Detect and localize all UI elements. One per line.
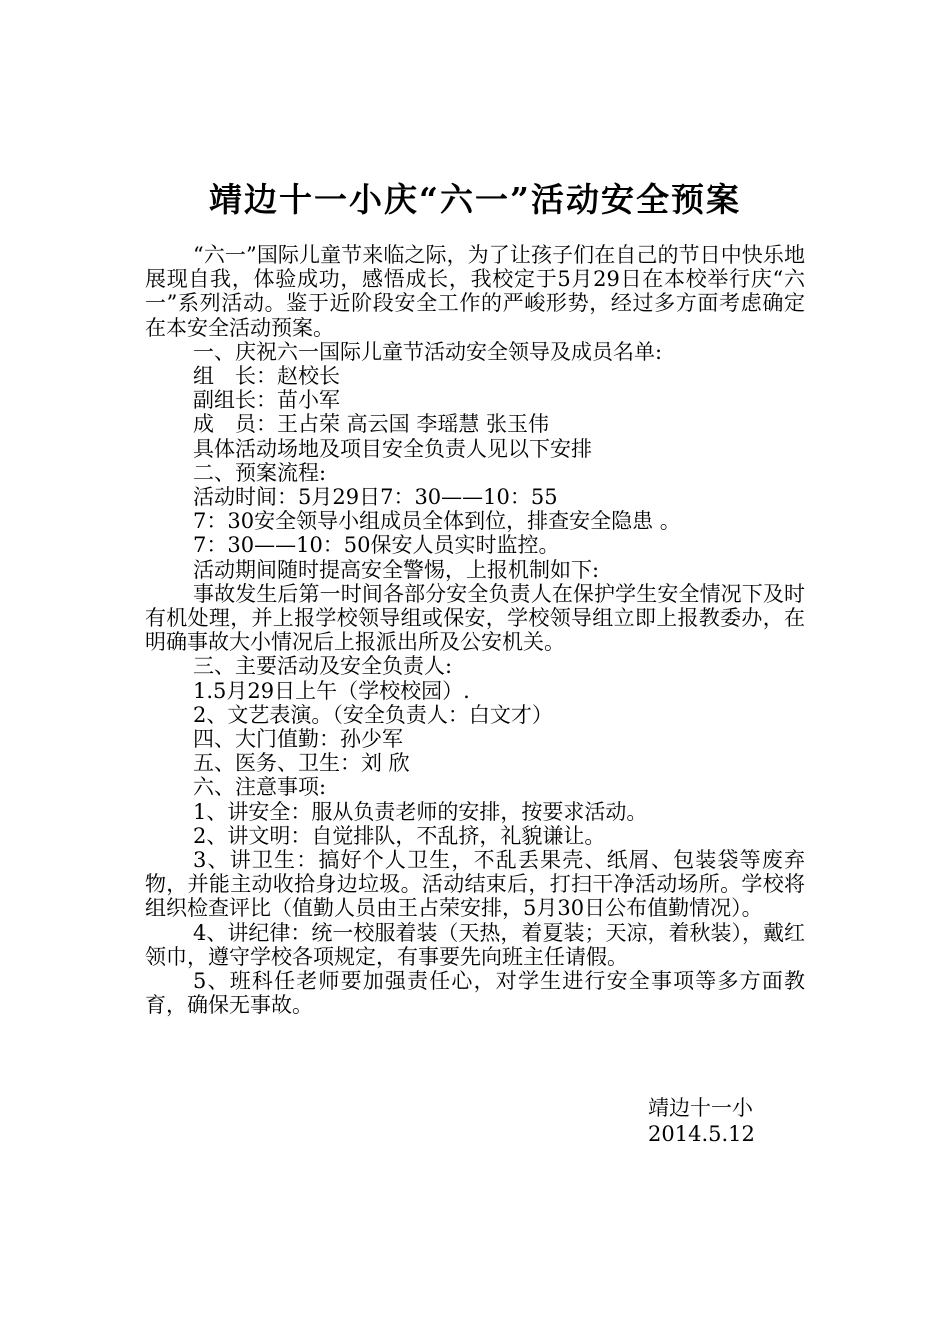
paragraph: 活动时间：5月29日7：30——10：55 bbox=[193, 485, 558, 510]
paragraph: 成 员：王占荣 高云国 李瑶慧 张玉伟 bbox=[193, 412, 550, 437]
paragraph: 四、大门值勤：孙少军 bbox=[193, 727, 403, 752]
paragraph: 一、庆祝六一国际儿童节活动安全领导及成员名单: bbox=[193, 339, 663, 364]
paragraph: “六一”国际儿童节来临之际，为了让孩子们在自己的节日中快乐地展现自我，体验成功，感悟成长，我校定于5月29日在本校举行庆“六一”系列活动。鉴于近阶段安全工作的严峻形势，经过多方面考虑确定在本安全活动预案。 bbox=[145, 243, 805, 340]
signature-date: 2014.5.12 bbox=[648, 1122, 755, 1146]
paragraph: 2、文艺表演。（安全负责人：白文才） bbox=[193, 702, 553, 727]
paragraph: 7：30安全领导小组成员全体到位，排查安全隐患 。 bbox=[193, 509, 681, 534]
paragraph: 具体活动场地及项目安全负责人见以下安排 bbox=[193, 436, 592, 461]
paragraph: 3、讲卫生：搞好个人卫生，不乱丢果壳、纸屑、包装袋等废弃物，并能主动收拾身边垃圾。活动结束后，打扫干净活动场所。学校将组织检查评比（值勤人员由王占荣安排，5月30日公布值勤情况）。 bbox=[145, 848, 805, 921]
document-body bbox=[145, 243, 805, 1018]
paragraph: 三、主要活动及安全负责人: bbox=[193, 654, 453, 679]
signature-block bbox=[648, 1095, 898, 1147]
paragraph: 1、讲安全：服从负责老师的安排，按要求活动。 bbox=[193, 799, 648, 824]
paragraph: 7：30——10：50保安人员实时监控。 bbox=[193, 533, 560, 558]
signature-org: 靖边十一小 bbox=[648, 1096, 753, 1120]
paragraph: 4、讲纪律：统一校服着装（天热，着夏装；天凉，着秋装），戴红领巾，遵守学校各项规定，有事要先向班主任请假。 bbox=[145, 920, 805, 969]
paragraph: 副组长：苗小军 bbox=[193, 388, 340, 413]
paragraph: 二、预案流程: bbox=[193, 460, 327, 485]
paragraph: 5、班科任老师要加强责任心，对学生进行安全事项等多方面教育，确保无事故。 bbox=[145, 969, 805, 1018]
paragraph: 活动期间随时提高安全警惕，上报机制如下: bbox=[193, 557, 600, 582]
paragraph: 1.5月29日上午（学校校园）. bbox=[193, 678, 470, 703]
document-title: 靖边十一小庆“六一”活动安全预案 bbox=[209, 180, 741, 219]
paragraph: 2、讲文明：自觉排队，不乱挤，礼貌谦让。 bbox=[193, 823, 606, 848]
paragraph: 六、注意事项: bbox=[193, 775, 327, 800]
paragraph: 组 长：赵校长 bbox=[193, 364, 340, 389]
paragraph: 五、医务、卫生：刘 欣 bbox=[193, 751, 410, 776]
paragraph: 事故发生后第一时间各部分安全负责人在保护学生安全情况下及时有机处理，并上报学校领导组或保安，学校领导组立即上报教委办，在明确事故大小情况后上报派出所及公安机关。 bbox=[145, 581, 805, 655]
